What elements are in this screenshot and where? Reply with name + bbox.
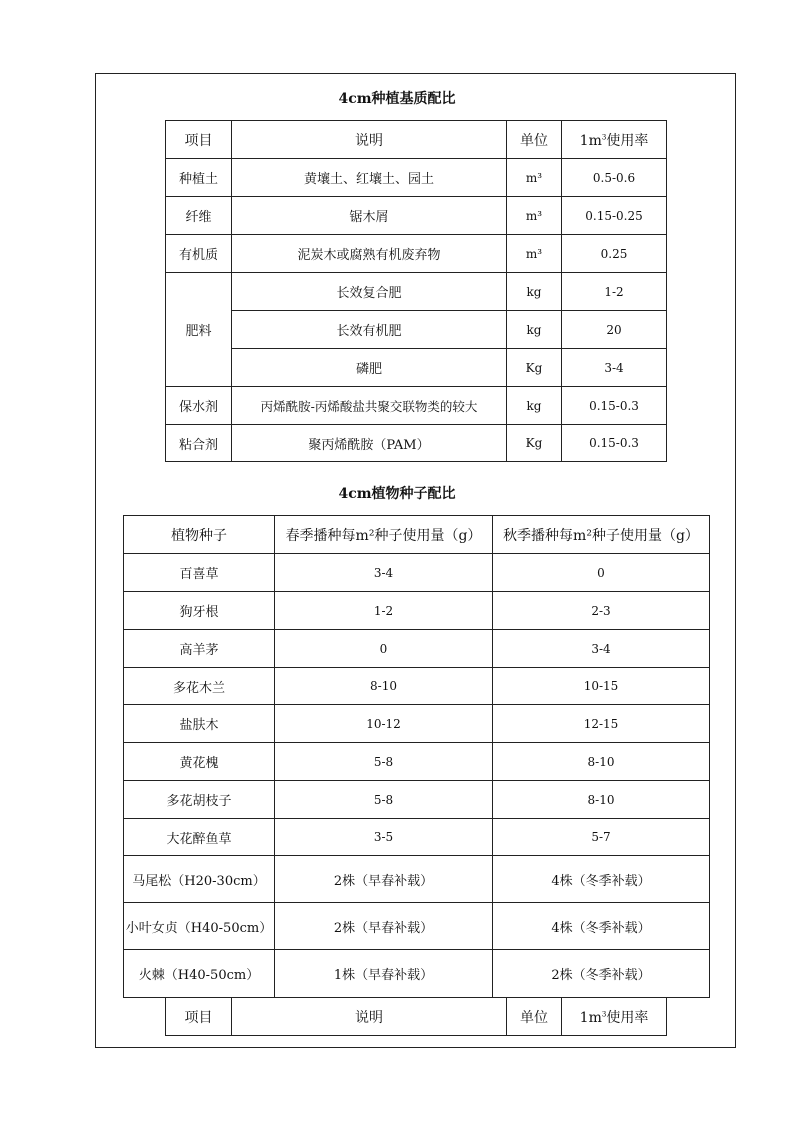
table-row — [166, 273, 667, 311]
cell-desc: 黄壤土、红壤土、园土 — [232, 159, 507, 197]
header-rate: $1m^3$使用率 — [562, 121, 667, 159]
cell-autumn: 4株（冬季补载） — [493, 903, 710, 950]
cell-desc: 长效复合肥 — [232, 273, 507, 311]
table-row — [124, 819, 710, 856]
cell-rate: 1-2 — [562, 273, 667, 311]
table-row — [124, 705, 710, 743]
table1-title: 4cm种植基质配比 — [338, 91, 456, 107]
table-header-row — [124, 516, 710, 554]
cell-unit: Kg — [507, 425, 562, 462]
table-row — [124, 592, 710, 630]
cell-unit: m³ — [507, 197, 562, 235]
table-row — [124, 903, 710, 950]
cell-unit: kg — [507, 387, 562, 425]
header-item: 项目 — [166, 121, 232, 159]
table-row — [124, 781, 710, 819]
cell-rate: 0.5-0.6 — [562, 159, 667, 197]
cell-autumn: 12-15 — [493, 705, 710, 743]
cell-desc: 磷肥 — [232, 349, 507, 387]
cell-spring: 3-5 — [275, 819, 493, 856]
cell-spring: 10-12 — [275, 705, 493, 743]
cell-spring: 3-4 — [275, 554, 493, 592]
table-row — [124, 950, 710, 998]
cell-spring: 2株（早春补载） — [275, 856, 493, 903]
cell-rate: 3-4 — [562, 349, 667, 387]
header-desc: 说明 — [232, 998, 507, 1036]
seed-mix-table — [123, 515, 710, 998]
cell-rate: 20 — [562, 311, 667, 349]
cell-unit: m³ — [507, 159, 562, 197]
table-row — [166, 197, 667, 235]
cell-plant: 多花木兰 — [124, 668, 275, 705]
header-rate: $1m^3$使用率 — [562, 998, 667, 1036]
cell-item: 纤维 — [166, 197, 232, 235]
cell-rate: 0.15-0.3 — [562, 387, 667, 425]
cell-autumn: 10-15 — [493, 668, 710, 705]
table-row — [166, 235, 667, 273]
cell-autumn: 4株（冬季补载） — [493, 856, 710, 903]
cell-autumn: 8-10 — [493, 743, 710, 781]
cell-autumn: 2-3 — [493, 592, 710, 630]
cell-spring: 8-10 — [275, 668, 493, 705]
cell-plant: 大花醉鱼草 — [124, 819, 275, 856]
cell-autumn: 5-7 — [493, 819, 710, 856]
cell-item: 肥料 — [166, 273, 232, 387]
cell-plant: 百喜草 — [124, 554, 275, 592]
substrate-mix-table-continued — [165, 997, 667, 1036]
table-row — [124, 668, 710, 705]
cell-plant: 小叶女贞（H40-50cm） — [124, 903, 275, 950]
cell-plant: 多花胡枝子 — [124, 781, 275, 819]
cell-item: 有机质 — [166, 235, 232, 273]
table-row — [124, 630, 710, 668]
cell-rate: 0.25 — [562, 235, 667, 273]
header-autumn: 秋季播种每m²种子使用量（g） — [493, 516, 710, 554]
cell-desc: 锯木屑 — [232, 197, 507, 235]
header-spring: 春季播种每m²种子使用量（g） — [275, 516, 493, 554]
cell-spring: 1株（早春补载） — [275, 950, 493, 998]
cell-plant: 狗牙根 — [124, 592, 275, 630]
cell-desc: 聚丙烯酰胺（PAM） — [232, 425, 507, 462]
cell-plant: 盐肤木 — [124, 705, 275, 743]
table-row — [166, 349, 667, 387]
substrate-mix-table — [165, 120, 667, 462]
cell-plant: 高羊茅 — [124, 630, 275, 668]
table-header-row — [166, 998, 667, 1036]
cell-unit: m³ — [507, 235, 562, 273]
cell-item: 保水剂 — [166, 387, 232, 425]
table-row — [124, 554, 710, 592]
cell-spring: 0 — [275, 630, 493, 668]
cell-unit: Kg — [507, 349, 562, 387]
cell-plant: 马尾松（H20-30cm） — [124, 856, 275, 903]
cell-autumn: 8-10 — [493, 781, 710, 819]
cell-autumn: 3-4 — [493, 630, 710, 668]
cell-spring: 5-8 — [275, 781, 493, 819]
cell-autumn: 2株（冬季补载） — [493, 950, 710, 998]
cell-unit: kg — [507, 311, 562, 349]
cell-rate: 0.15-0.3 — [562, 425, 667, 462]
table-row — [124, 856, 710, 903]
cell-plant: 火棘（H40-50cm） — [124, 950, 275, 998]
table-row — [166, 311, 667, 349]
table-row — [124, 743, 710, 781]
header-desc: 说明 — [232, 121, 507, 159]
cell-item: 种植土 — [166, 159, 232, 197]
cell-spring: 2株（早春补载） — [275, 903, 493, 950]
cell-spring: 1-2 — [275, 592, 493, 630]
header-item: 项目 — [166, 998, 232, 1036]
cell-desc: 泥炭木或腐熟有机废弃物 — [232, 235, 507, 273]
table-header-row — [166, 121, 667, 159]
cell-item: 粘合剂 — [166, 425, 232, 462]
cell-unit: kg — [507, 273, 562, 311]
table-row — [166, 387, 667, 425]
cell-rate: 0.15-0.25 — [562, 197, 667, 235]
table2-title: 4cm植物种子配比 — [338, 486, 456, 502]
cell-plant: 黄花槐 — [124, 743, 275, 781]
header-unit: 单位 — [507, 998, 562, 1036]
table-row — [166, 159, 667, 197]
cell-desc: 丙烯酰胺-丙烯酸盐共聚交联物类的较大 — [232, 387, 507, 425]
cell-spring: 5-8 — [275, 743, 493, 781]
cell-desc: 长效有机肥 — [232, 311, 507, 349]
header-plant: 植物种子 — [124, 516, 275, 554]
table-row — [166, 425, 667, 462]
cell-autumn: 0 — [493, 554, 710, 592]
header-unit: 单位 — [507, 121, 562, 159]
